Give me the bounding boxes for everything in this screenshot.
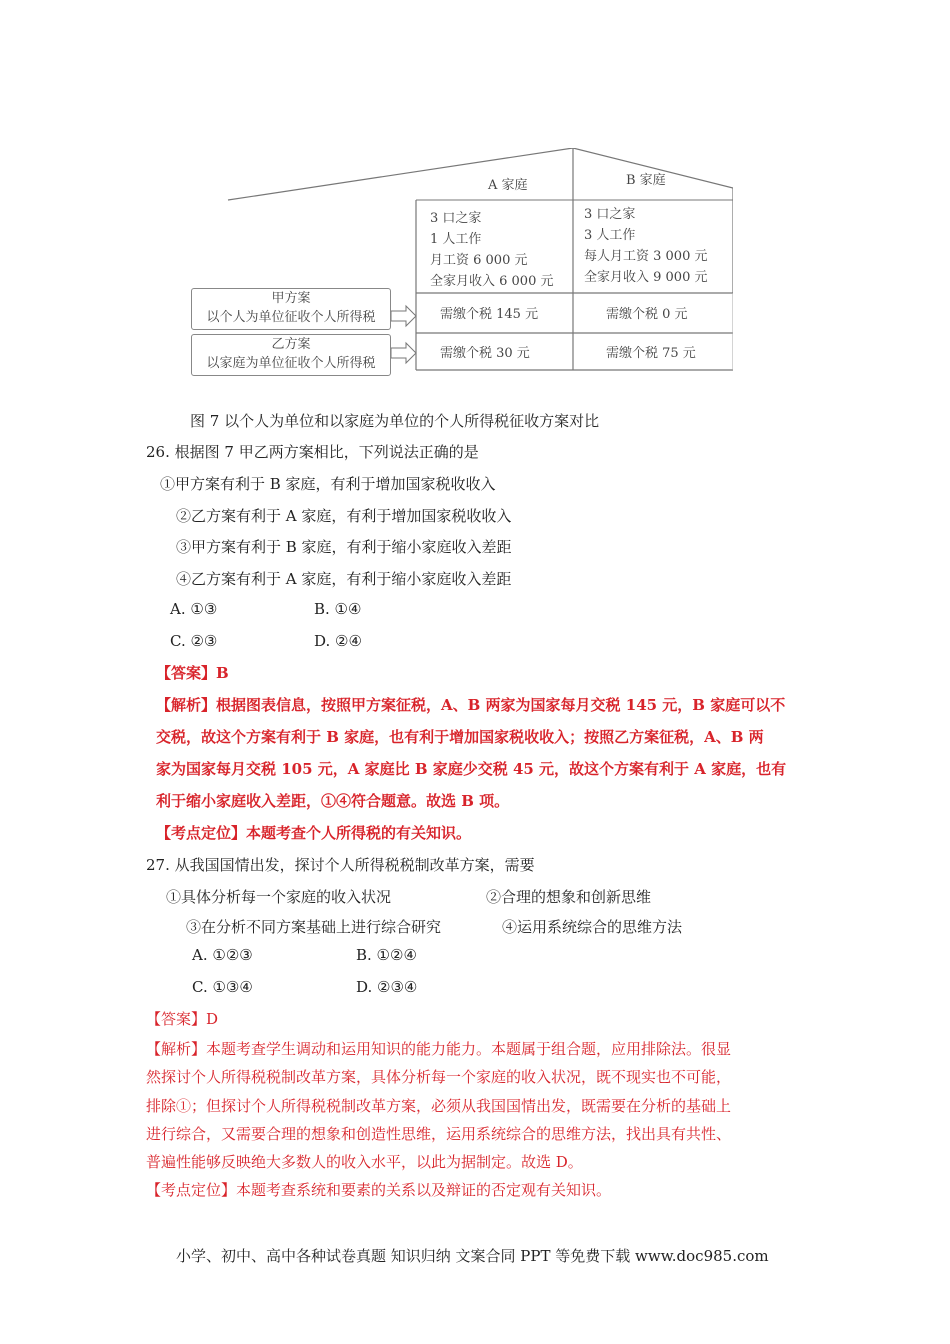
page-footer: 小学、初中、高中各种试卷真题 知识归纳 文案合同 PPT 等免费下载 www.doc985.com	[176, 1247, 769, 1265]
plan-yi-title: 乙方案	[271, 337, 311, 352]
col-a-header: A 家庭	[488, 178, 528, 193]
b-info-line: 3 人工作	[584, 228, 636, 243]
q26-analysis-line: 利于缩小家庭收入差距，①④符合题意。故选 B 项。	[156, 792, 510, 810]
q27-analysis-line: 排除①；但探讨个人所得税税制改革方案，必须从我国国情出发，既需要在分析的基础上	[146, 1097, 732, 1115]
jia-a-tax: 需缴个税 145 元	[440, 307, 539, 322]
q26-stem: 26. 根据图 7 甲乙两方案相比，下列说法正确的是	[146, 443, 479, 461]
q26-option-b: B. ①④	[314, 600, 362, 618]
plan-jia-title: 甲方案	[271, 291, 311, 306]
q27-analysis-line: 进行综合，又需要合理的想象和创造性思维，运用系统综合的思维方法，找出具有共性、	[146, 1125, 732, 1143]
a-info-line: 3 口之家	[430, 211, 482, 226]
q27-item-1: ①具体分析每一个家庭的收入状况	[166, 888, 392, 906]
plan-yi-box	[191, 334, 391, 376]
q26-option-a: A. ①③	[170, 600, 218, 618]
a-info-line: 1 人工作	[430, 232, 482, 247]
b-info-line: 每人月工资 3 000 元	[584, 249, 708, 264]
q27-analysis-line: 【解析】本题考查学生调动和运用知识的能力能力。本题属于组合题，应用排除法。很显	[146, 1040, 732, 1058]
plan-jia-desc: 以个人为单位征收个人所得税	[206, 310, 376, 325]
q27-option-d: D. ②③④	[356, 978, 418, 996]
q27-option-c: C. ①③④	[192, 978, 253, 996]
b-info-line: 全家月收入 9 000 元	[584, 270, 708, 285]
q26-answer: 【答案】B	[156, 664, 229, 682]
tax-plan-figure	[188, 148, 733, 380]
q27-analysis-line: 普遍性能够反映绝大多数人的收入水平，以此为据制定。故选 D。	[146, 1153, 583, 1171]
q27-answer: 【答案】D	[146, 1010, 219, 1028]
a-info-line: 全家月收入 6 000 元	[430, 274, 554, 289]
a-info-line: 月工资 6 000 元	[430, 253, 528, 268]
b-info-line: 3 口之家	[584, 207, 636, 222]
b-family-info	[584, 204, 707, 288]
yi-b-tax: 需缴个税 75 元	[606, 346, 696, 361]
q27-item-3: ③在分析不同方案基础上进行综合研究	[186, 918, 442, 936]
q26-analysis-line: 交税，故这个方案有利于 B 家庭，也有利于增加国家税收收入；按照乙方案征税，A、B 两	[156, 728, 764, 746]
q27-analysis-line: 然探讨个人所得税税制改革方案，具体分析每一个家庭的收入状况，既不现实也不可能，	[146, 1068, 732, 1086]
figure-caption: 图 7 以个人为单位和以家庭为单位的个人所得税征收方案对比	[190, 412, 600, 430]
q26-option-c: C. ②③	[170, 632, 218, 650]
q26-analysis-line: 【解析】根据图表信息，按照甲方案征税，A、B 两家为国家每月交税 145 元，B 家庭可以不	[156, 696, 786, 714]
q26-item-4: ④乙方案有利于 A 家庭，有利于缩小家庭收入差距	[176, 570, 512, 588]
q27-option-b: B. ①②④	[356, 946, 417, 964]
q27-kaodian: 【考点定位】本题考查系统和要素的关系以及辩证的否定观有关知识。	[146, 1181, 612, 1199]
a-family-info	[430, 208, 553, 292]
q26-item-2: ②乙方案有利于 A 家庭，有利于增加国家税收收入	[176, 507, 512, 525]
q27-stem: 27. 从我国国情出发，探讨个人所得税税制改革方案，需要	[146, 856, 535, 874]
jia-b-tax: 需缴个税 0 元	[606, 307, 688, 322]
q26-item-1: ①甲方案有利于 B 家庭，有利于增加国家税收收入	[160, 475, 496, 493]
col-b-header: B 家庭	[626, 173, 666, 188]
plan-jia-box	[191, 288, 391, 330]
q26-item-3: ③甲方案有利于 B 家庭，有利于缩小家庭收入差距	[176, 538, 512, 556]
q26-kaodian: 【考点定位】本题考查个人所得税的有关知识。	[156, 824, 472, 842]
plan-yi-desc: 以家庭为单位征收个人所得税	[206, 356, 376, 371]
q26-analysis-line: 家为国家每月交税 105 元，A 家庭比 B 家庭少交税 45 元，故这个方案有利于 A 家庭，也有	[156, 760, 787, 778]
q26-option-d: D. ②④	[314, 632, 362, 650]
yi-a-tax: 需缴个税 30 元	[440, 346, 530, 361]
q27-item-2: ②合理的想象和创新思维	[486, 888, 652, 906]
q27-option-a: A. ①②③	[192, 946, 253, 964]
q27-item-4: ④运用系统综合的思维方法	[502, 918, 683, 936]
